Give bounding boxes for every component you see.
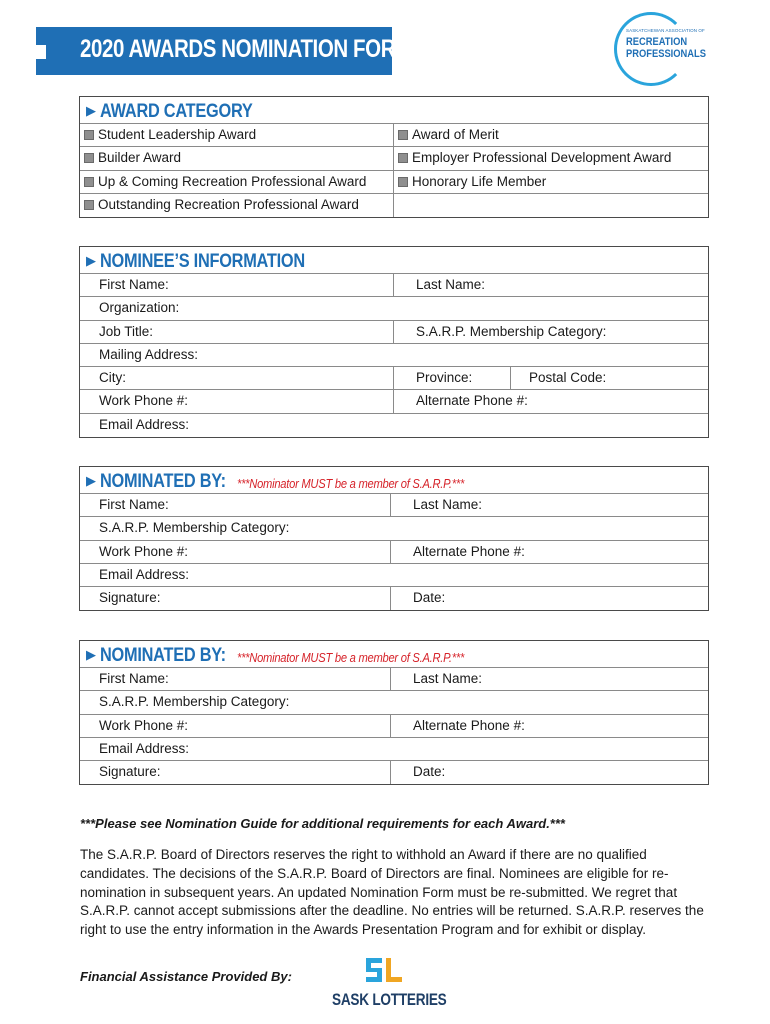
date-field[interactable]: Date: bbox=[413, 590, 446, 606]
checkbox-icon[interactable] bbox=[398, 153, 408, 163]
form-row bbox=[80, 587, 708, 610]
page-title: 2020 AWARDS NOMINATION FORM bbox=[80, 35, 412, 63]
award-option-employer-pd[interactable]: Employer Professional Development Award bbox=[398, 147, 671, 169]
first-name-field[interactable]: First Name: bbox=[99, 277, 169, 292]
section-title: NOMINATED BY: bbox=[100, 471, 226, 492]
section-header bbox=[80, 467, 708, 494]
sarp-logo bbox=[612, 10, 714, 90]
award-option-student-leadership[interactable]: Student Leadership Award bbox=[84, 124, 256, 146]
award-row bbox=[80, 124, 708, 147]
title-banner bbox=[36, 27, 412, 75]
email-field[interactable]: Email Address: bbox=[99, 416, 190, 432]
sask-lotteries-logo bbox=[332, 956, 447, 1012]
job-title-field[interactable]: Job Title: bbox=[99, 323, 154, 339]
alternate-phone-field[interactable]: Alternate Phone #: bbox=[413, 717, 525, 733]
nominee-section bbox=[79, 246, 709, 438]
first-name-field[interactable]: First Name: bbox=[99, 671, 169, 686]
award-option-outstanding[interactable]: Outstanding Recreation Professional Award bbox=[84, 194, 359, 217]
logo-tagline: SASKATCHEWAN ASSOCIATION OF bbox=[626, 28, 705, 33]
award-option-honorary[interactable]: Honorary Life Member bbox=[398, 171, 546, 193]
award-row bbox=[80, 171, 708, 194]
award-option-merit[interactable]: Award of Merit bbox=[398, 124, 499, 146]
form-row bbox=[80, 390, 708, 413]
signature-field[interactable]: Signature: bbox=[99, 764, 161, 780]
sask-lotteries-mark-icon bbox=[362, 956, 406, 986]
award-option-up-coming[interactable]: Up & Coming Recreation Professional Award bbox=[84, 171, 366, 193]
email-field[interactable]: Email Address: bbox=[99, 566, 190, 582]
form-row bbox=[80, 691, 708, 714]
award-category-section bbox=[79, 96, 709, 218]
email-field[interactable]: Email Address: bbox=[99, 740, 190, 756]
triangle-arrow-icon: ▶ bbox=[86, 473, 96, 488]
checkbox-icon[interactable] bbox=[84, 177, 94, 187]
membership-category-field[interactable]: S.A.R.P. Membership Category: bbox=[416, 323, 607, 339]
award-row bbox=[80, 194, 708, 217]
alternate-phone-field[interactable]: Alternate Phone #: bbox=[413, 543, 525, 559]
logo-line-2: PROFESSIONALS bbox=[626, 48, 707, 60]
form-row bbox=[80, 738, 708, 761]
membership-warning: ***Nominator MUST be a member of S.A.R.P.*** bbox=[237, 476, 465, 491]
financial-assistance-label: Financial Assistance Provided By: bbox=[80, 969, 292, 984]
form-row bbox=[80, 517, 708, 540]
section-title: NOMINEE’S INFORMATION bbox=[100, 251, 305, 272]
checkbox-icon[interactable] bbox=[84, 130, 94, 140]
triangle-arrow-icon: ▶ bbox=[86, 647, 96, 662]
membership-category-field[interactable]: S.A.R.P. Membership Category: bbox=[99, 520, 290, 536]
section-header bbox=[80, 247, 708, 274]
sponsor-name: SASK LOTTERIES bbox=[332, 990, 447, 1009]
triangle-arrow-icon: ▶ bbox=[86, 103, 96, 118]
last-name-field[interactable]: Last Name: bbox=[416, 277, 486, 292]
membership-category-field[interactable]: S.A.R.P. Membership Category: bbox=[99, 694, 290, 710]
mailing-address-field[interactable]: Mailing Address: bbox=[99, 346, 199, 362]
award-row bbox=[80, 147, 708, 170]
form-row bbox=[80, 344, 708, 367]
province-field[interactable]: Province: bbox=[416, 370, 473, 386]
logo-line-1: RECREATION bbox=[626, 36, 688, 48]
last-name-field[interactable]: Last Name: bbox=[413, 497, 483, 512]
form-row bbox=[80, 367, 708, 390]
membership-warning: ***Nominator MUST be a member of S.A.R.P.*** bbox=[237, 650, 465, 665]
form-row bbox=[80, 321, 708, 344]
city-field[interactable]: City: bbox=[99, 370, 126, 386]
work-phone-field[interactable]: Work Phone #: bbox=[99, 543, 189, 559]
form-row bbox=[80, 297, 708, 320]
form-row bbox=[80, 494, 708, 517]
section-title: AWARD CATEGORY bbox=[100, 101, 253, 122]
work-phone-field[interactable]: Work Phone #: bbox=[99, 717, 189, 733]
last-name-field[interactable]: Last Name: bbox=[413, 671, 483, 686]
form-row bbox=[80, 414, 708, 437]
award-option-builder[interactable]: Builder Award bbox=[84, 147, 181, 169]
work-phone-field[interactable]: Work Phone #: bbox=[99, 393, 189, 409]
nominator-section-1 bbox=[79, 466, 709, 611]
section-title: NOMINATED BY: bbox=[100, 645, 226, 666]
checkbox-icon[interactable] bbox=[84, 200, 94, 210]
form-row bbox=[80, 564, 708, 587]
signature-field[interactable]: Signature: bbox=[99, 590, 161, 606]
terms-paragraph: The S.A.R.P. Board of Directors reserves the right to withhold an Award if there are no qualified candidates. The decisions of the S.A.R.P. Board of Directors are final. Nominees are eligible for re-nomination in subsequent years. An updated Nomination Form must be re-submitted. We regret that S.A.R.P. cannot accept submissions after the deadline. No entries will be returned. S.A.R.P. reserves the right to use the entry information in the Awards Presentation Program and for exhibit or display. bbox=[80, 847, 704, 938]
date-field[interactable]: Date: bbox=[413, 764, 446, 780]
banner-notch bbox=[36, 45, 46, 59]
section-header bbox=[80, 641, 708, 668]
section-header bbox=[80, 97, 708, 124]
checkbox-icon[interactable] bbox=[398, 177, 408, 187]
nomination-guide-note: ***Please see Nomination Guide for additional requirements for each Award.*** bbox=[80, 816, 565, 831]
nominator-section-2 bbox=[79, 640, 709, 785]
postal-code-field[interactable]: Postal Code: bbox=[529, 370, 607, 386]
form-row bbox=[80, 274, 708, 297]
form-row bbox=[80, 761, 708, 784]
triangle-arrow-icon: ▶ bbox=[86, 253, 96, 268]
form-row bbox=[80, 668, 708, 691]
checkbox-icon[interactable] bbox=[84, 153, 94, 163]
form-row bbox=[80, 715, 708, 738]
checkbox-icon[interactable] bbox=[398, 130, 408, 140]
alternate-phone-field[interactable]: Alternate Phone #: bbox=[416, 393, 528, 409]
form-row bbox=[80, 541, 708, 564]
first-name-field[interactable]: First Name: bbox=[99, 497, 169, 512]
organization-field[interactable]: Organization: bbox=[99, 300, 180, 316]
